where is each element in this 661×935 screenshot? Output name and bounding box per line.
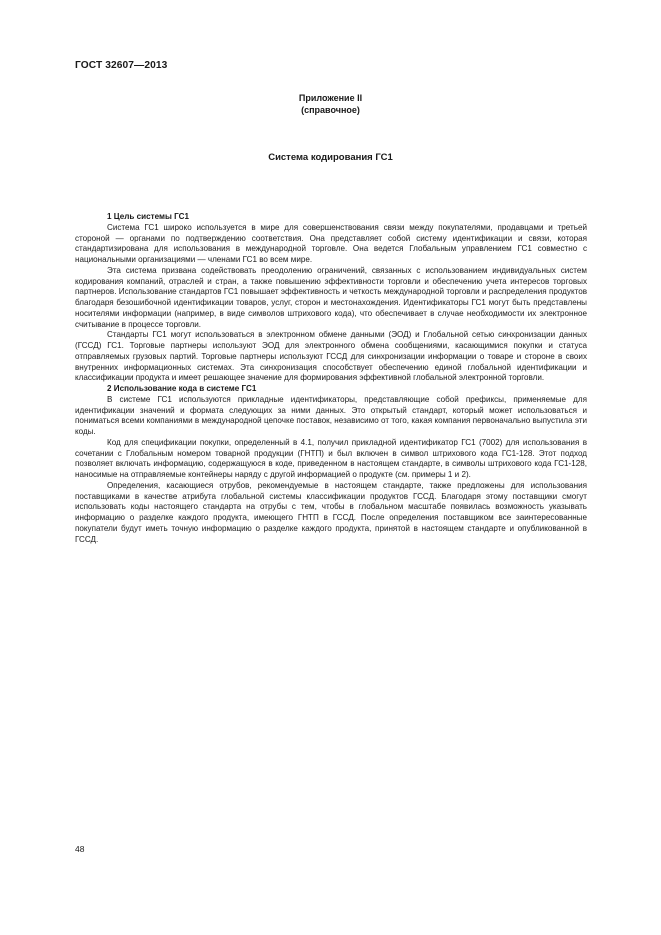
paragraph: В системе ГС1 используются прикладные идентификаторы, представляющие собой префиксы, применяемые для идентификации значений и формата следующих за ними данных. Это открытый стандарт, который может использоваться и пониматься всеми компаниями в международной цепочке поставок, независимо от того, какая компания первоначально выпустила эти коды. bbox=[75, 394, 587, 436]
appendix-note: (справочное) bbox=[301, 104, 360, 115]
paragraph: Система ГС1 широко используется в мире для совершенствования связи между покупателями, продавцами и третьей стороной — органами по подтверждению соответствия. Она представляет собой систему идентификации и связи, которая стандартизирована для использования в международной торговле. Она ведется Глобальным управлением ГС1 совместно с национальными организациями — членами ГС1 во всем мире. bbox=[75, 222, 587, 264]
section-heading: 1 Цель системы ГС1 bbox=[107, 212, 189, 221]
paragraph: Определения, касающиеся отрубов, рекомендуемые в настоящем стандарте, также предложены для использования поставщиками в качестве атрибута глобальной системы классификации продуктов ГССД. Благодаря этому поставщики смогут использовать коды настоящего стандарта на отрубы с тем, чтобы в глобальном масштабе появилась возможность указывать информацию о разделке каждого продукта, имеющего ГНТП в ГССД. После определения поставщиком все заинтересованные покупатели будут иметь точную информацию о разделке каждого продукта, принятой в настоящем стандарте и опубликованной в ГССД. bbox=[75, 480, 587, 544]
paragraph: Стандарты ГС1 могут использоваться в электронном обмене данными (ЭОД) и Глобальной сетью синхронизации данных (ГССД) ГС1. Торговые партнеры используют ЭОД для электронного обмена сообщениями, касающимися покупки и статуса отправляемых грузовых партий. Торговые партнеры используют ГССД для синхронизации информации о товаре и стороне в своих внутренних информационных системах. Эта синхронизация способствует обеспечению единой глобальной идентификации и классификации продукта и имеет решающее значение для формирования эффективной глобальной электронной торговли. bbox=[75, 330, 587, 383]
page-title: Система кодирования ГС1 bbox=[268, 152, 393, 163]
page-number: 48 bbox=[75, 844, 85, 854]
paragraph: Эта система призвана содействовать преодолению ограничений, связанных с использованием индивидуальных систем кодирования компаний, отраслей и стран, а также повышению эффективности торговли и обеспечению учета интересов торговых партнеров. Использование стандартов ГС1 повышает эффективность и четкость международной торговли и распределения продуктов благодаря безошибочной идентификации товаров, услуг, сторон и местонахождения. Идентификаторы ГС1 могут быть представлены носителями информации (например, в виде символов штрихового кода), что обеспечивает в случае необходимости их электронное считывание в процессе торговли. bbox=[75, 265, 587, 329]
document-body bbox=[75, 212, 587, 545]
appendix-block bbox=[0, 93, 661, 116]
paragraph: Код для спецификации покупки, определенный в 4.1, получил прикладной идентификатор ГС1 (7002) для использования в сочетании с Глобальным номером товарной продукции (ГНТП) и был включен в символ штрихового кода ГС1-128. Этот подход позволяет включать информацию, содержащуюся в коде, приведенном в настоящем стандарте, в символы штрихового кода ГС1-128, наносимые на отправляемые контейнеры наряду с другой информацией о продукте (см. примеры 1 и 2). bbox=[75, 437, 587, 479]
standard-header: ГОСТ 32607—2013 bbox=[75, 60, 168, 71]
section-heading: 2 Использование кода в системе ГС1 bbox=[107, 384, 257, 393]
appendix-title: Приложение II bbox=[298, 93, 363, 103]
